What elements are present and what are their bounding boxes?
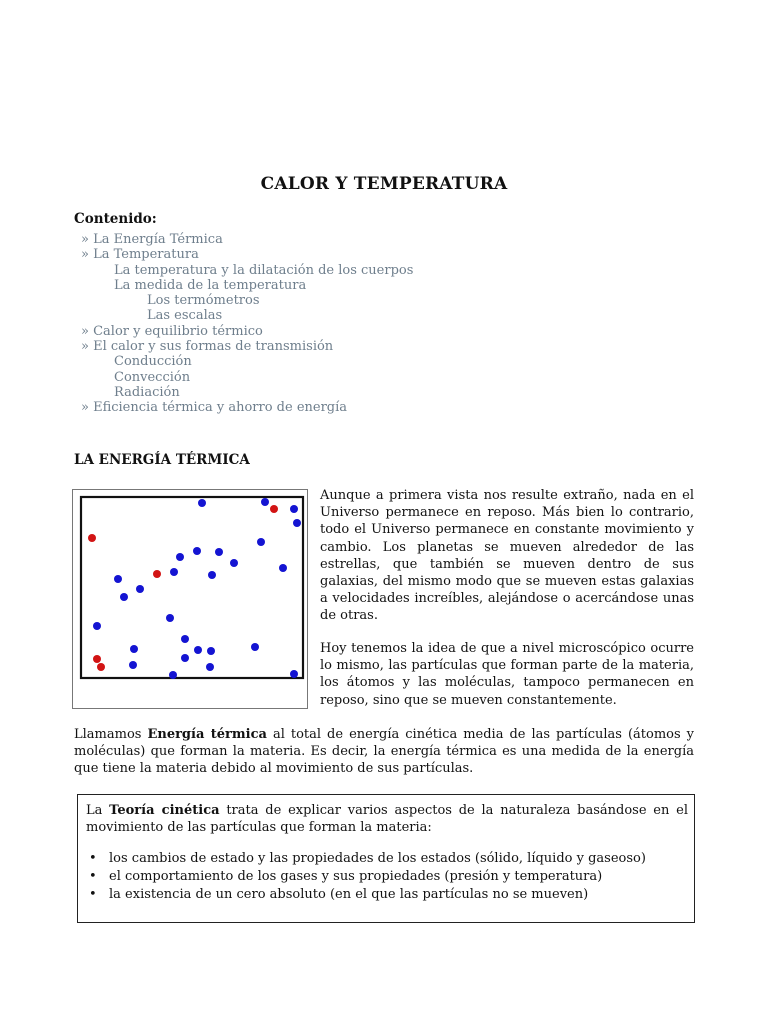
particle-dot	[93, 622, 101, 630]
toc-item: La temperatura y la dilatación de los cuerpos	[114, 262, 414, 278]
toc-item: » El calor y sus formas de transmisión	[81, 339, 334, 355]
list-item-text: la existencia de un cero absoluto (en el que las partículas no se mueven)	[109, 886, 589, 902]
particle-dot	[153, 570, 161, 578]
particle-dot	[193, 547, 201, 555]
particle-dot	[169, 671, 177, 679]
text-fragment: La	[86, 803, 110, 818]
paragraph-thermal-energy	[74, 726, 694, 778]
paragraph-intro: Aunque a primera vista nos resulte extraño, nada en el Universo permanece en reposo. Más bien lo contrario, todo el Universo permanece en constante movimiento y cambio. Los planetas se mueven alrededor de las estrellas, que también se mueven dentro de sus galaxias, del mismo modo que se mueven estas galaxias a velocidades increíbles, alejándose o acercándose unas de otras.	[320, 488, 694, 624]
particle-dot	[257, 538, 265, 546]
page-title: CALOR Y TEMPERATURA	[260, 174, 508, 194]
particle-dot	[230, 559, 238, 567]
bullet-icon: •	[89, 869, 97, 884]
particle-dot	[261, 498, 269, 506]
particle-dot	[290, 670, 298, 678]
particle-dot	[97, 663, 105, 671]
list-item	[86, 850, 688, 868]
kinetic-theory-list	[86, 850, 688, 903]
toc-item: » Eficiencia térmica y ahorro de energía	[81, 400, 348, 416]
toc-item: Conducción	[114, 354, 192, 370]
kinetic-theory-intro	[86, 802, 688, 836]
list-item-text: el comportamiento de los gases y sus propiedades (presión y temperatura)	[109, 869, 603, 884]
particle-dot	[93, 655, 101, 663]
table-of-contents	[74, 232, 413, 416]
list-item	[86, 868, 688, 886]
text-fragment: Llamamos	[74, 727, 148, 742]
toc-item: La medida de la temperatura	[114, 277, 307, 293]
particle-dot	[251, 643, 259, 651]
bullet-icon: •	[89, 886, 97, 902]
particle-dot	[194, 646, 202, 654]
particle-dot	[176, 553, 184, 561]
particle-dot	[215, 548, 223, 556]
particle-dot	[129, 661, 137, 669]
particle-container	[81, 497, 303, 678]
particle-dot	[208, 571, 216, 579]
particles-figure	[72, 489, 308, 709]
toc-heading: Contenido:	[74, 211, 157, 227]
term-kinetic-theory: Teoría cinética	[109, 803, 220, 818]
particle-dot	[279, 564, 287, 572]
bullet-icon: •	[89, 851, 97, 867]
toc-item: Los termómetros	[147, 293, 260, 309]
text-fragment: trata de explicar varios aspectos de la naturaleza basándose en el movimiento de las partículas que forman la materia:	[86, 803, 688, 836]
particle-dot	[130, 645, 138, 653]
particle-dot	[88, 534, 96, 542]
particle-dot	[170, 568, 178, 576]
particles-diagram	[73, 490, 309, 710]
particle-dot	[293, 519, 301, 527]
paragraph-microscopic: Hoy tenemos la idea de que a nivel microscópico ocurre lo mismo, las partículas que forman parte de la materia, los átomos y las moléculas, tampoco permanecen en reposo, sino que se mueven constantemente.	[320, 641, 694, 708]
toc-item: Las escalas	[147, 308, 223, 324]
list-item-text: los cambios de estado y las propiedades de los estados (sólido, líquido y gaseoso)	[109, 851, 646, 867]
particle-dot	[270, 505, 278, 513]
particle-dot	[207, 647, 215, 655]
particle-dot	[181, 635, 189, 643]
particle-dot	[290, 505, 298, 513]
section-heading: LA ENERGÍA TÉRMICA	[74, 452, 250, 468]
toc-item: Radiación	[114, 384, 180, 400]
toc-item: » Calor y equilibrio térmico	[81, 323, 263, 339]
toc-item: Convección	[114, 369, 191, 385]
particle-dot	[206, 663, 214, 671]
particle-dot	[136, 585, 144, 593]
term-thermal-energy: Energía térmica	[147, 727, 267, 742]
particle-dot	[120, 593, 128, 601]
list-item	[86, 886, 688, 904]
text-fragment: al total de energía cinética media de las partículas (átomos y moléculas) que forman la materia. Es decir, la energía térmica es una medida de la energía que tiene la materia debido al movimiento de sus partículas.	[74, 727, 694, 777]
particle-dot	[114, 575, 122, 583]
particle-dot	[198, 499, 206, 507]
particle-dot	[166, 614, 174, 622]
toc-item: » La Temperatura	[81, 247, 199, 263]
kinetic-theory-box	[77, 794, 695, 923]
toc-item: » La Energía Térmica	[81, 232, 223, 247]
particle-dot	[181, 654, 189, 662]
